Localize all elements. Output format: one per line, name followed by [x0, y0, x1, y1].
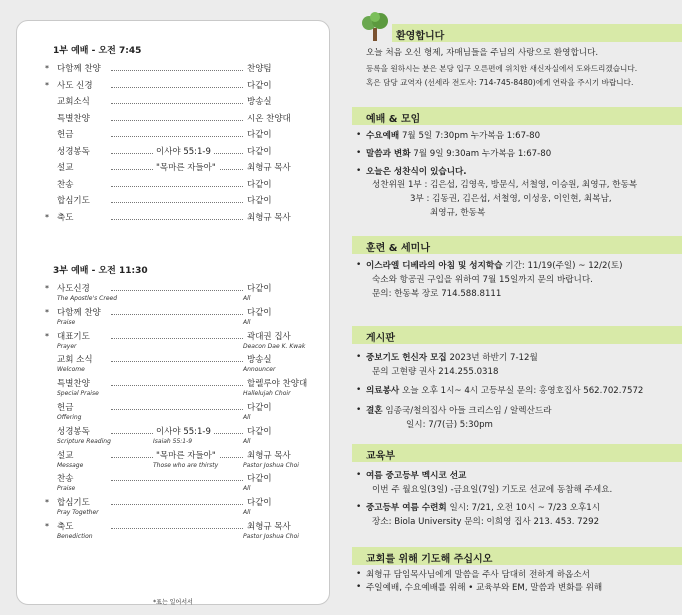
order-item-detail: 이사야 55:1-9	[153, 426, 214, 438]
order-row	[45, 378, 307, 390]
order-item-leader: 찬양팀	[247, 64, 272, 74]
order-item-name: 성경봉독	[57, 426, 90, 437]
english-leader: All	[243, 318, 251, 326]
english-name: Prayer	[57, 342, 77, 350]
order-row	[45, 331, 307, 343]
english-name: Welcome	[57, 366, 85, 374]
prayer-line1: 최형규 담임목사님에게 말씀을 주사 담대히 전하게 하옵소서	[366, 570, 590, 580]
dotted-leader	[111, 528, 243, 529]
english-name: Pray Together	[57, 509, 99, 517]
order-item-english	[57, 462, 307, 471]
order-row	[45, 307, 307, 319]
order-item-english	[57, 438, 307, 447]
order-item-detail: 이사야 55:1-9	[153, 146, 214, 158]
dotted-leader	[111, 314, 243, 315]
order-row	[45, 521, 307, 533]
board-header: 게시판	[352, 326, 682, 344]
english-leader: Pastor Joshua Choi	[243, 461, 299, 469]
dotted-leader	[111, 136, 243, 137]
welcome-line2: 등록을 원하시는 분은 본당 입구 오른편에 위치한 새신자실에서 도와드리겠습니다.	[366, 64, 638, 73]
board-line3: 의료봉사 오늘 오후 1시~ 4시 고등부실 문의: 홍영호집사 562.702.7572	[366, 386, 644, 396]
dotted-leader	[111, 480, 243, 481]
order-item-english	[57, 366, 307, 375]
order-item-english	[57, 390, 307, 399]
order-item-name: 성경봉독	[57, 146, 90, 157]
dotted-leader	[111, 120, 243, 121]
english-leader: All	[243, 295, 251, 302]
order-item-leader: 최형규 목사	[247, 522, 291, 532]
order-item-name: 찬송	[57, 474, 74, 485]
dotted-leader	[111, 409, 243, 410]
english-name: Message	[57, 461, 84, 469]
english-detail: Those who are thirsty	[153, 461, 219, 469]
board-line5: 일시: 7/7(금) 5:30pm	[406, 420, 493, 430]
worship-line6: 최영규, 한동복	[430, 208, 486, 218]
prayer-header: 교회를 위해 기도해 주십시오	[352, 547, 682, 565]
order-item-detail: "목마른 자들아"	[153, 162, 219, 174]
order-row	[45, 195, 307, 207]
welcome-header: 환영합니다	[392, 24, 682, 42]
order-row	[45, 354, 307, 366]
order-item-leader: 방송실	[247, 97, 272, 107]
order-row	[45, 146, 307, 158]
stand-marker: *	[45, 522, 49, 531]
order-row	[45, 129, 307, 141]
english-name: Benediction	[57, 533, 93, 540]
english-leader: All	[243, 414, 251, 421]
order-row	[45, 179, 307, 191]
english-leader: Hallelujah Choir	[243, 390, 291, 398]
order-item-leader: 시온 찬양대	[247, 113, 291, 124]
order-item-name: 설교	[57, 450, 74, 461]
order-item-name: 사도신경	[57, 284, 90, 294]
order-item-english	[57, 509, 307, 518]
board-line4: 결혼 임종국/철의집사 아들 크리스임 / 알렉산드라	[366, 406, 552, 416]
order-item-english	[57, 295, 307, 304]
order-row	[45, 426, 307, 438]
prayer-line2: 주일예배, 수요예배를 위해 • 교육부와 EM, 말씀과 변화를 위해	[366, 583, 603, 593]
english-leader: All	[243, 485, 251, 493]
worship-line5: 3부 : 김동권, 김은섭, 서철영, 이성웅, 이인현, 최복남,	[410, 194, 612, 204]
order-item-name: 특별찬양	[57, 113, 90, 124]
order-row	[45, 283, 307, 295]
order-item-leader: 다같이	[247, 196, 272, 206]
stand-marker: *	[45, 307, 49, 317]
training-header: 훈련 & 세미나	[352, 236, 682, 254]
english-leader: Pastor Joshua Choi	[243, 533, 299, 540]
order-item-name: 축도	[57, 212, 74, 223]
order-item-leader: 다같이	[247, 284, 272, 294]
order-row	[45, 80, 307, 92]
english-name: Scripture Reading	[57, 437, 111, 445]
dotted-leader	[111, 70, 243, 71]
english-name: Praise	[57, 485, 76, 493]
order-row	[45, 402, 307, 414]
welcome-line3: 혹은 담당 교역자 (선세라 전도사: 714-745-8480)에게 연락을 주시기 바랍니다.	[366, 78, 634, 87]
order-of-worship-panel	[16, 20, 330, 605]
order-row	[45, 473, 307, 485]
dotted-leader	[111, 186, 243, 187]
order-item-name: 교회소식	[57, 97, 90, 107]
order-item-english	[57, 343, 307, 352]
order-item-english	[57, 319, 307, 328]
english-detail: Isaiah 55:1-9	[153, 437, 193, 445]
stand-marker: *	[45, 498, 49, 508]
order-item-detail: "목마른 자들아"	[153, 450, 219, 462]
order-item-name: 축도	[57, 522, 74, 532]
english-leader: All	[243, 437, 251, 445]
worship-header: 예배 & 모임	[352, 107, 682, 125]
order-item-leader: 다같이	[247, 474, 272, 485]
order-item-leader: 최형규 목사	[247, 163, 291, 173]
order-item-name: 찬송	[57, 179, 74, 190]
order-item-leader: 다같이	[247, 426, 272, 437]
dotted-leader	[111, 504, 243, 505]
stand-marker: *	[45, 331, 49, 341]
edu-line4: 장소: Biola University 문의: 이희영 집사 213. 453. 7292	[372, 517, 600, 527]
english-name: Special Praise	[57, 390, 99, 398]
english-name: The Apostle's Creed	[57, 295, 118, 302]
order-row	[45, 212, 307, 224]
english-leader: All	[243, 509, 251, 517]
worship-line4: 성찬위원 1부 : 김은섭, 김영욱, 방문식, 서철영, 이승원, 최영규, 한동복	[372, 180, 638, 190]
edu-line1: 여름 중고등부 멕시코 선교	[366, 471, 467, 481]
order-item-english	[57, 485, 307, 494]
english-leader: Announcer	[243, 366, 276, 374]
edu-header: 교육부	[352, 444, 682, 462]
dotted-leader	[111, 202, 243, 203]
order-item-english	[57, 533, 307, 542]
board-line2: 문의 고현량 권사 214.255.0318	[372, 367, 499, 377]
order-item-leader: 다같이	[247, 307, 272, 318]
dotted-leader	[111, 385, 243, 386]
service1-title: 1부 예배 - 오전 7:45	[53, 46, 142, 56]
worship-line2: 말씀과 변화 7월 9일 9:30am 누가복음 1:67-80	[366, 149, 552, 159]
order-item-leader: 다같이	[247, 179, 272, 190]
order-row	[45, 96, 307, 108]
order-item-name: 교회 소식	[57, 355, 93, 366]
order-item-leader: 다같이	[247, 130, 272, 140]
order-item-name: 설교	[57, 163, 74, 173]
english-leader: Deacon Dae K. Kwak	[243, 342, 306, 350]
order-item-leader: 최형규 목사	[247, 450, 291, 461]
order-row	[45, 63, 307, 75]
welcome-line1: 오늘 처음 오신 형제, 자매님들을 주님의 사랑으로 환영합니다.	[366, 48, 599, 58]
dotted-leader	[111, 87, 243, 88]
order-item-name: 다함께 찬양	[57, 307, 101, 318]
order-item-name: 합심기도	[57, 196, 90, 206]
order-item-name: 합심기도	[57, 498, 90, 509]
order-item-leader: 다같이	[247, 80, 272, 91]
order-row	[45, 497, 307, 509]
order-row	[45, 162, 307, 174]
worship-line1: 수요예배 7월 5일 7:30pm 누가복음 1:67-80	[366, 131, 541, 141]
board-line1: 중보기도 헌신자 모집 2023년 하반기 7-12월	[366, 353, 538, 363]
english-name: Offering	[57, 414, 82, 421]
service3-title: 3부 예배 - 오전 11:30	[53, 266, 148, 276]
order-item-english	[57, 414, 307, 423]
order-item-leader: 최형규 목사	[247, 212, 291, 223]
stand-marker: *	[45, 80, 49, 90]
edu-line2: 이번 주 월요일(3일) -금요일(7일) 기도로 선교에 동참해 주세요.	[372, 485, 613, 495]
order-item-name: 헌금	[57, 130, 74, 140]
footnote: *표는 일어서서	[153, 599, 193, 606]
training-line3: 문의: 한동복 장로 714.588.8111	[372, 289, 502, 299]
training-line1: 이스라엘 디베라의 아침 및 성지학습 기간: 11/19(주일) ~ 12/2(토)	[366, 261, 623, 271]
dotted-leader	[111, 219, 243, 220]
order-item-leader: 방송실	[247, 355, 272, 366]
worship-line3: 오늘은 성찬식이 있습니다.	[366, 167, 467, 177]
training-line2: 숙소와 항공권 구입을 위하여 7월 15일까지 문의 바랍니다.	[372, 275, 593, 285]
order-item-leader: 다같이	[247, 403, 272, 413]
order-item-name: 대표기도	[57, 331, 90, 342]
order-item-name: 다함께 찬양	[57, 64, 101, 74]
order-item-name: 사도 신경	[57, 80, 93, 91]
dotted-leader	[111, 290, 243, 291]
stand-marker: *	[45, 284, 49, 293]
order-row	[45, 450, 307, 462]
edu-line3: 중고등부 여름 수련회 일시: 7/21, 오전 10시 ~ 7/23 오후1시	[366, 503, 601, 513]
order-item-leader: 다같이	[247, 146, 272, 157]
order-row	[45, 113, 307, 125]
dotted-leader	[111, 361, 243, 362]
dotted-leader	[111, 338, 243, 339]
english-name: Praise	[57, 318, 76, 326]
order-item-leader: 다같이	[247, 498, 272, 509]
order-item-name: 헌금	[57, 403, 74, 413]
order-item-leader: 곽대권 집사	[247, 331, 291, 342]
stand-marker: *	[45, 212, 49, 222]
order-item-leader: 할렐루야 찬양대	[247, 379, 308, 390]
tree-icon	[360, 12, 390, 42]
dotted-leader	[111, 103, 243, 104]
stand-marker: *	[45, 64, 49, 73]
order-item-name: 특별찬양	[57, 379, 90, 390]
